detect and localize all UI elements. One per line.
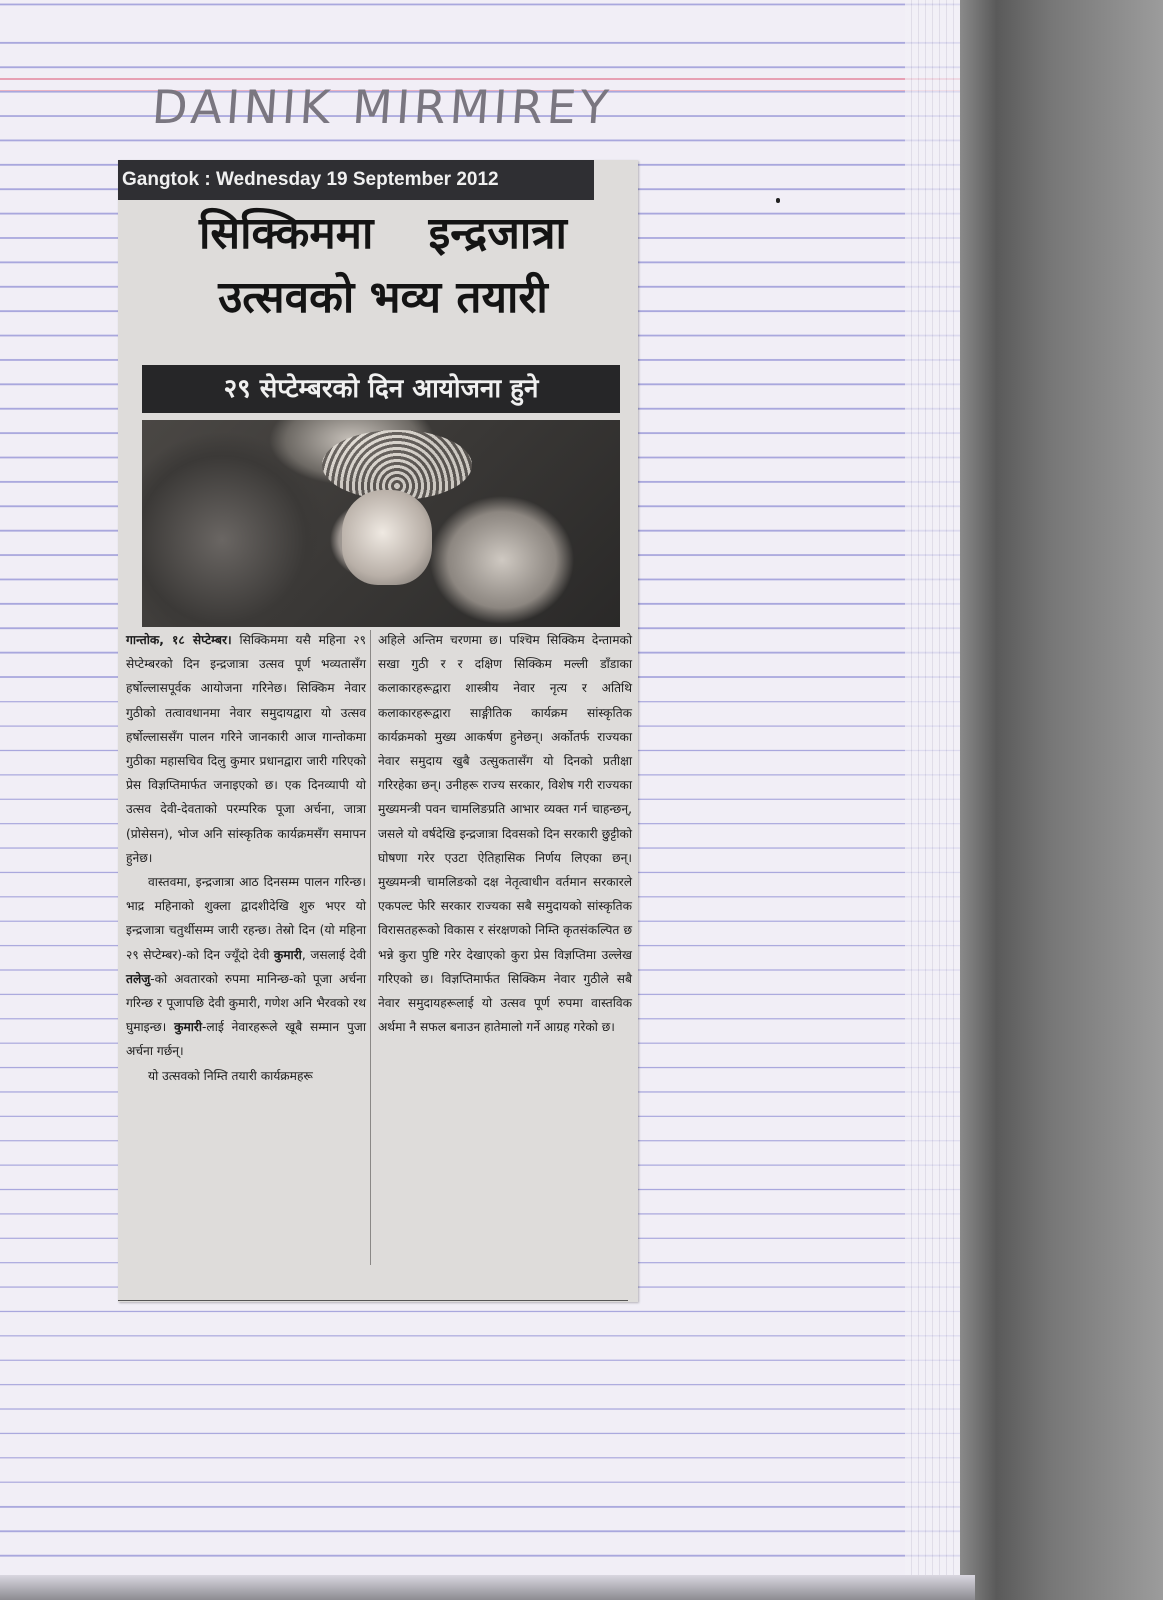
dateline: Gangtok : Wednesday 19 September 2012 — [118, 160, 594, 200]
article-column-1 — [126, 628, 366, 1088]
clipping-bottom-rule — [118, 1300, 628, 1301]
binding-shadow — [960, 0, 1163, 1600]
column-rule — [370, 630, 371, 1265]
paragraph-text: वास्तवमा, इन्द्रजात्रा आठ दिनसम्म पालन गरिन्छ। भाद्र महिनाको शुक्ला द्वादशीदेखि शुरु भएर यो इन्द्रजात्रा चतुर्थीसम्म जारी रहन्छ। तेस्रो दिन (यो महिना २९ सेप्टेम्बर)-को दिन ज्यूँदो देवी — [126, 875, 366, 962]
paragraph — [126, 870, 366, 1064]
handwritten-title: DAINIK MIRMIREY — [150, 80, 615, 134]
emphasis-taleju: तलेजु — [126, 971, 151, 986]
paragraph-text: -लाई नेवारहरूले खूबै सम्मान पुजा अर्चना गर्छन्। — [126, 1020, 367, 1059]
emphasis-kumari: कुमारी — [273, 947, 302, 962]
paragraph — [126, 628, 366, 870]
ink-spot — [776, 198, 780, 203]
paragraph-text: सिक्किममा यसै महिना २९ सेप्टेम्बरको दिन इन्द्रजात्रा उत्सव पूर्ण भव्यतासँग हर्षोल्लासपूर्वक आयोजना गरिनेछ। सिक्किम नेवार गुठीको तत्वावधानमा नेवार समुदायद्वारा यो उत्सव हर्षोल्लाससँग पालन गरिने जानकारी आज गान्तोकमा गुठीका महासचिव दिलु कुमार प्रधानद्वारा जारी गरिएको प्रेस विज्ञप्तिमार्फत जनाइएको छ। एक दिनव्यापी यो उत्सव देवी-देवताको परम्परिक पूजा अर्चना, जात्रा (प्रोसेसन), भोज अनि सांस्कृतिक कार्यक्रमसँग समापन हुनेछ। — [126, 633, 367, 865]
paragraph: अहिले अन्तिम चरणमा छ। पश्चिम सिक्किम देन्तामको सखा गुठी र र दक्षिण सिक्किम मल्ली डाँडाका कलाकारहरूद्वारा शास्त्रीय नेवार नृत्य र अतिथि कलाकारहरूद्वारा साङ्गीतिक कार्यक्रम सांस्कृतिक कार्यक्रमको मुख्य आकर्षण हुनेछन्। अर्कोतर्फ राज्यका नेवार समुदाय खुबै उत्सुकतासँग यो दिनको प्रतीक्षा गरिरहेका छन्। उनीहरू राज्य सरकार, विशेष गरी राज्यका मुख्यमन्त्री पवन चामलिङप्रति आभार व्यक्त गर्न चाहन्छन्, जसले यो वर्षदेखि इन्द्रजात्रा दिवसको दिन सरकारी छुट्टीको घोषणा गरेर एउटा ऐतिहासिक निर्णय लिएका छन्। मुख्यमन्त्री चामलिङको दक्ष नेतृत्वाधीन वर्तमान सरकारले एकपल्ट फेरि सरकार राज्यका सबै समुदायको सांस्कृतिक विरासतहरूको विकास र संरक्षणको निम्ति कृतसंकल्पित छ भन्ने कुरा पुष्टि गरेर देखाएको कुरा प्रेस विज्ञप्तिमा उल्लेख गरिएको छ। विज्ञप्तिमार्फत सिक्किम नेवार गुठीले सबै नेवार समुदायहरूलाई यो उत्सव पूर्ण रुपमा वास्तविक अर्थमा नै सफल बनाउन हातेमालो गर्ने आग्रह गरेको छ। — [378, 633, 632, 1035]
paragraph-text: -को अवतारको रुपमा मानिन्छ-को पूजा अर्चना गरिन्छ र पूजापछि देवी कुमारी, गणेश अनि भैरवको रथ घुमाइन्छ। — [126, 971, 366, 1035]
emphasis-kumari: कुमारी — [174, 1020, 203, 1035]
subheadline: २९ सेप्टेम्बरको दिन आयोजना हुने — [142, 365, 620, 413]
paragraph: यो उत्सवको निम्ति तयारी कार्यक्रमहरू — [148, 1068, 313, 1083]
photo-face — [342, 490, 432, 585]
paragraph-text: , जसलाई देवी — [301, 947, 366, 962]
bottom-shadow — [0, 1575, 975, 1600]
article-photo — [142, 420, 620, 627]
dateline-lead: गान्तोक, १८ सेप्टेम्बर। — [126, 633, 232, 647]
headline-line-2: उत्सवको भव्य तयारी — [218, 272, 548, 323]
newspaper-clipping — [118, 160, 638, 1302]
headline-line-1: सिक्किममा इन्द्रजात्रा — [199, 208, 567, 259]
article-column-2 — [378, 628, 632, 1039]
